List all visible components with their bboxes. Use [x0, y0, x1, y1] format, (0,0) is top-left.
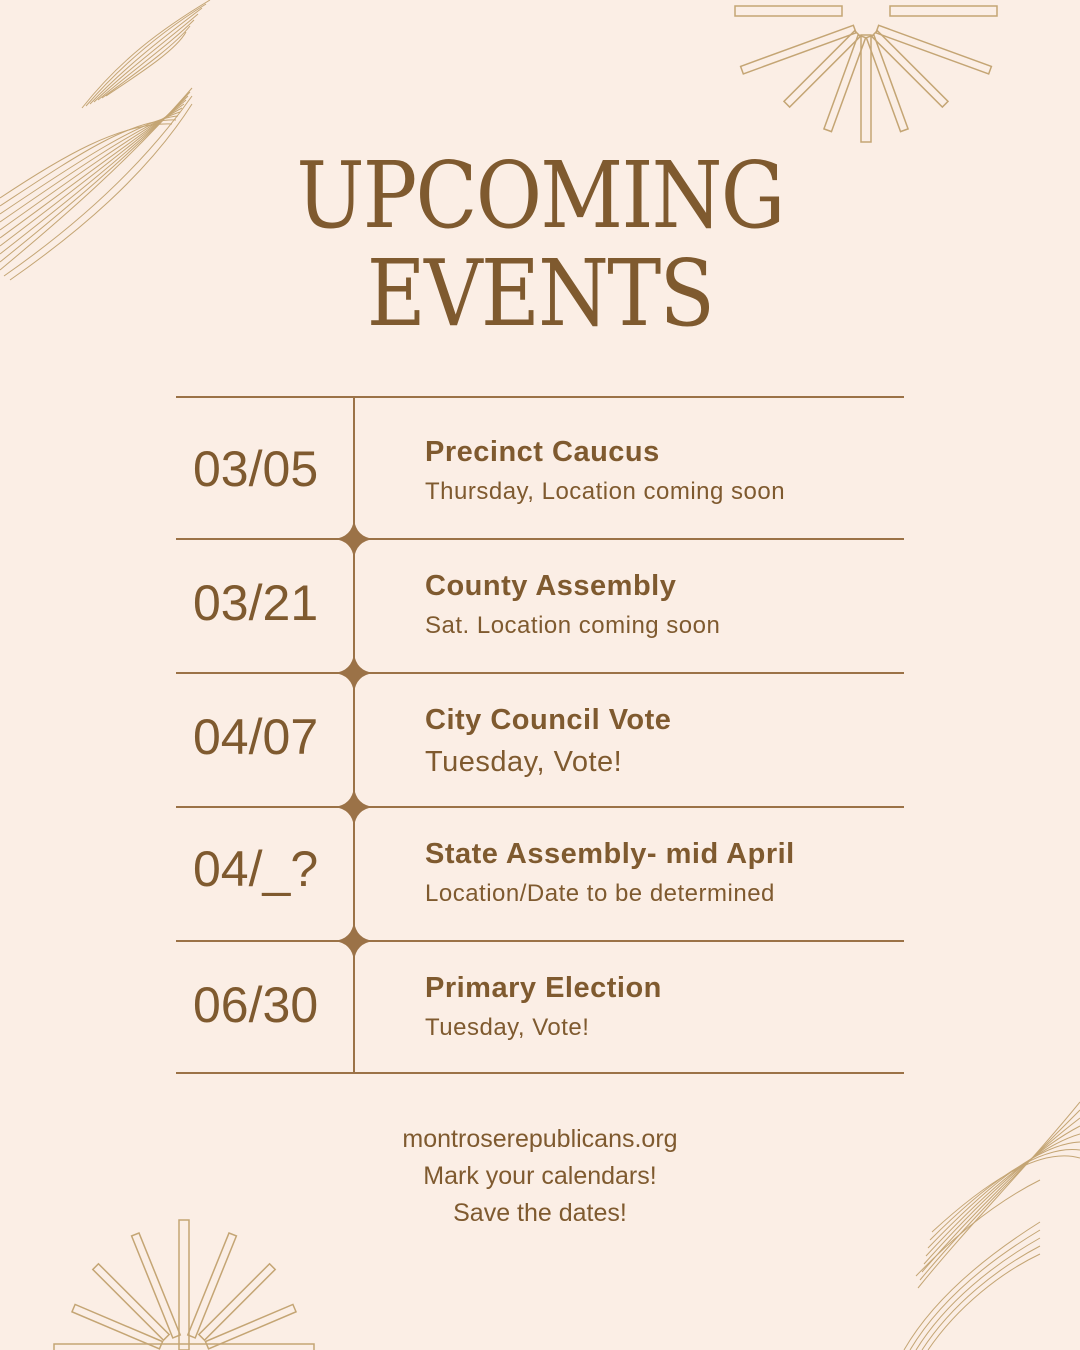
event-title: State Assembly- mid April [425, 838, 795, 870]
event-title: County Assembly [425, 570, 677, 602]
divider [176, 396, 904, 398]
divider [176, 940, 904, 942]
event-date: 03/05 [193, 441, 319, 497]
event-detail: Tuesday, Vote! [425, 1014, 590, 1041]
footer-tagline: Mark your calendars! [423, 1162, 657, 1190]
event-date: 06/30 [193, 977, 319, 1033]
event-detail: Tuesday, Vote! [425, 746, 623, 778]
timeline-axis [353, 398, 355, 1074]
divider [176, 672, 904, 674]
event-detail: Thursday, Location coming soon [425, 478, 786, 505]
event-date: 04/07 [193, 709, 319, 765]
events-timeline [176, 396, 904, 1074]
leaf-decoration-top-left [0, 0, 230, 290]
event-date: 03/21 [193, 575, 319, 631]
sunburst-decoration-top-right [730, 0, 1010, 150]
sparkle-icon [334, 921, 374, 961]
website-link[interactable]: montroserepublicans.org [402, 1125, 678, 1153]
divider [176, 1072, 904, 1074]
sparkle-icon [334, 653, 374, 693]
event-detail: Sat. Location coming soon [425, 612, 721, 639]
footer-tagline: Save the dates! [453, 1199, 627, 1227]
sparkle-icon [334, 519, 374, 559]
event-title: City Council Vote [425, 704, 672, 736]
event-detail: Location/Date to be determined [425, 880, 775, 907]
divider [176, 806, 904, 808]
page-title-line-2: EVENTS [366, 240, 714, 347]
event-title: Primary Election [425, 972, 662, 1004]
divider [176, 538, 904, 540]
sunburst-decoration-bottom-left [40, 1210, 330, 1350]
sparkle-icon [334, 787, 374, 827]
event-date: 04/_? [193, 841, 319, 897]
page-title-line-1: UPCOMING [296, 142, 784, 249]
event-title: Precinct Caucus [425, 436, 660, 468]
